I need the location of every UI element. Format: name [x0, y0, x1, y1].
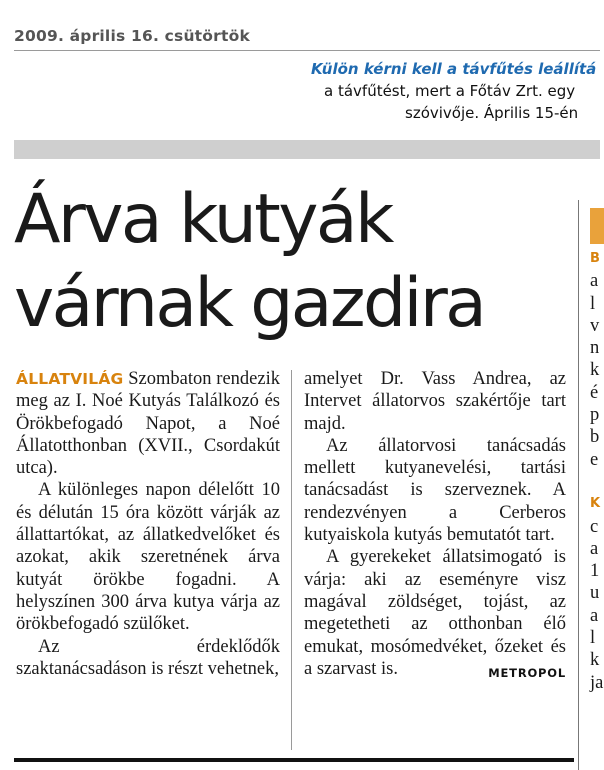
paragraph-6 — [304, 546, 566, 680]
article-column-2 — [304, 368, 566, 684]
side-column-box — [590, 208, 604, 244]
side-letter: n — [590, 338, 600, 359]
paragraph-1-text: Szombaton rendezik meg az I. Noé Kutyás Találkozó és Örökbefogadó Napot, a Noé Állatotthonban (XVII., Csordakút utca). — [16, 369, 280, 479]
paragraph-4: amelyet Dr. Vass Andrea, az Intervet állatorvos szakértője tart majd. — [304, 369, 566, 434]
side-letter — [590, 471, 602, 493]
side-letter: v — [590, 315, 600, 336]
teaser-line-1: a távfűtést, mert a Főtáv Zrt. egy — [324, 82, 576, 100]
bottom-rule — [14, 758, 574, 762]
source-credit: METROPOL — [488, 665, 566, 680]
headline-line-2: várnak gazdira — [14, 264, 485, 343]
paragraph-6-text: A gyerekeket állatsimogató is várja: aki az eseményre visz magával zöldséget, tojást, az megetetheti az otthonban élő emukat, mosómedvéket, őzeket és a szarvast is. — [304, 547, 566, 679]
side-letter: l — [590, 628, 596, 649]
teaser-box — [300, 58, 600, 124]
side-letter: k — [590, 650, 600, 671]
side-column-fragment — [590, 248, 602, 694]
teaser-headline[interactable]: Külön kérni kell a távfűtés leállítá — [311, 60, 597, 78]
side-letter: K — [590, 496, 601, 512]
teaser-line-2: szóvivője. Április 15-én — [405, 104, 579, 122]
side-letter: B — [590, 251, 600, 266]
gray-band — [14, 140, 600, 159]
side-letter: 1 — [590, 561, 600, 582]
kicker: ÁLLATVILÁG — [16, 370, 124, 388]
dateline: 2009. április 16. csütörtök — [14, 27, 250, 45]
side-letter: u — [590, 583, 600, 604]
article-column-1 — [16, 368, 280, 680]
side-letter: ja — [590, 672, 604, 693]
side-letter: a — [590, 538, 599, 559]
side-letter: c — [590, 516, 599, 537]
side-letter: p — [590, 405, 600, 426]
article-headline — [14, 178, 574, 346]
side-letter: é — [590, 382, 599, 403]
top-rule — [14, 50, 600, 51]
paragraph-1 — [16, 368, 280, 479]
side-letter: e — [590, 449, 599, 470]
side-letter: l — [590, 293, 596, 314]
side-letter: a — [590, 605, 599, 626]
paragraph-3: Az érdeklődők szaktanácsadáson is részt vehetnek, — [16, 636, 280, 679]
side-letter: b — [590, 427, 600, 448]
side-column-rule — [578, 200, 579, 770]
paragraph-2: A különleges napon délelőtt 10 és délután 15 óra között várják az állattartókat, az állatkedvelőket és azokat, akik szeretnének árva kutyát örökbe fogadni. A helyszínen 300 árva kutya várja az örökbefogadó szülőket. — [16, 480, 280, 635]
side-letter: a — [590, 271, 599, 292]
column-divider — [291, 370, 292, 750]
paragraph-5: Az állatorvosi tanácsadás mellett kutyanevelési, tartási tanácsadást is szerveznek. A rendezvényen a Cerberos kutyaiskola kutyás bemutatót tart. — [304, 435, 566, 546]
side-letter: k — [590, 360, 600, 381]
headline-line-1: Árva kutyák — [14, 180, 392, 259]
